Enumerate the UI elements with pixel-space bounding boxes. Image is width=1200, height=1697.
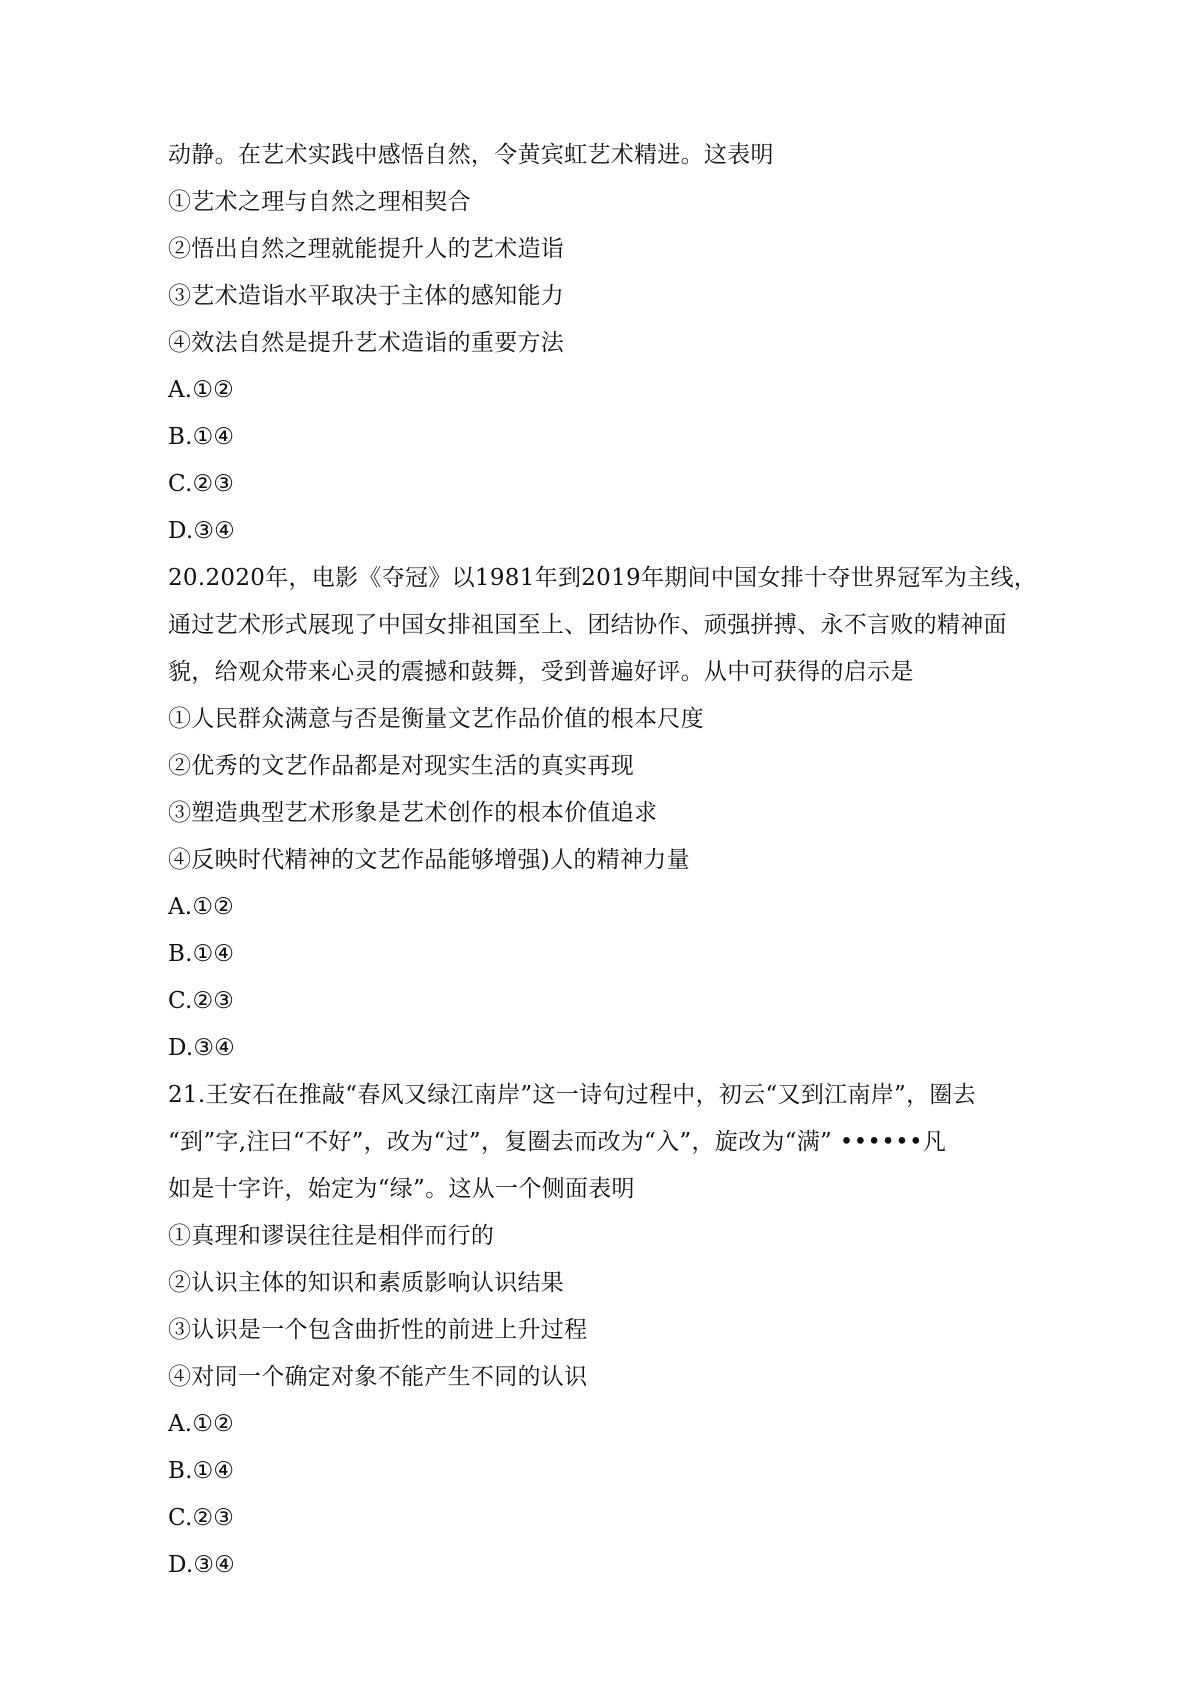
q19-option-c: C.②③ — [168, 471, 235, 497]
q21-option-c: C.②③ — [168, 1505, 235, 1531]
q20-statement-3: ③塑造典型艺术形象是艺术创作的根本价值追求 — [168, 800, 658, 826]
q21-statement-2: ②认识主体的知识和素质影响认识结果 — [168, 1270, 565, 1296]
q21-option-a: A.①② — [168, 1411, 234, 1437]
q20-option-a: A.①② — [168, 894, 234, 920]
q20-statement-1: ①人民群众满意与否是衡量文艺作品价值的根本尺度 — [168, 706, 704, 732]
q19-statement-4: ④效法自然是提升艺术造诣的重要方法 — [168, 330, 565, 356]
q19-statement-2: ②悟出自然之理就能提升人的艺术造诣 — [168, 236, 565, 262]
q21-statement-4: ④对同一个确定对象不能产生不同的认识 — [168, 1364, 588, 1390]
q20-option-b: B.①④ — [168, 941, 235, 967]
q20-option-d: D.③④ — [168, 1035, 235, 1061]
q21-stem-line-2: “到”字,注曰“不好”，改为“过”，复圈去而改为“入”，旋改为“满” ••••••凡 — [168, 1129, 947, 1155]
q20-statement-2: ②优秀的文艺作品都是对现实生活的真实再现 — [168, 753, 634, 779]
q19-statement-3: ③艺术造诣水平取决于主体的感知能力 — [168, 283, 565, 309]
q21-option-b: B.①④ — [168, 1458, 235, 1484]
document-content — [168, 132, 1068, 1589]
q19-option-d: D.③④ — [168, 518, 235, 544]
q19-statement-1: ①艺术之理与自然之理相契合 — [168, 189, 471, 215]
q20-stem-line-1: 20.2020年，电影《夺冠》以1981年到2019年期间中国女排十夺世界冠军为主线， — [168, 565, 1038, 591]
q20-stem-line-3: 貌，给观众带来心灵的震撼和鼓舞，受到普遍好评。从中可获得的启示是 — [168, 659, 914, 685]
q21-statement-3: ③认识是一个包含曲折性的前进上升过程 — [168, 1317, 588, 1343]
q19-option-b: B.①④ — [168, 424, 235, 450]
q20-statement-4: ④反映时代精神的文艺作品能够增强)人的精神力量 — [168, 847, 690, 873]
q19-stem-end: 动静。在艺术实践中感悟自然，令黄宾虹艺术精进。这表明 — [168, 142, 774, 168]
q19-option-a: A.①② — [168, 377, 234, 403]
q20-stem-line-2: 通过艺术形式展现了中国女排祖国至上、团结协作、顽强拼搏、永不言败的精神面 — [168, 612, 1007, 638]
q20-option-c: C.②③ — [168, 988, 235, 1014]
q21-option-d: D.③④ — [168, 1552, 235, 1578]
q21-stem-line-1: 21.王安石在推敲“春风又绿江南岸”这一诗句过程中，初云“又到江南岸”，圈去 — [168, 1082, 977, 1108]
q21-stem-line-3: 如是十字许，始定为“绿”。这从一个侧面表明 — [168, 1176, 635, 1202]
q21-statement-1: ①真理和谬误往往是相伴而行的 — [168, 1223, 495, 1249]
